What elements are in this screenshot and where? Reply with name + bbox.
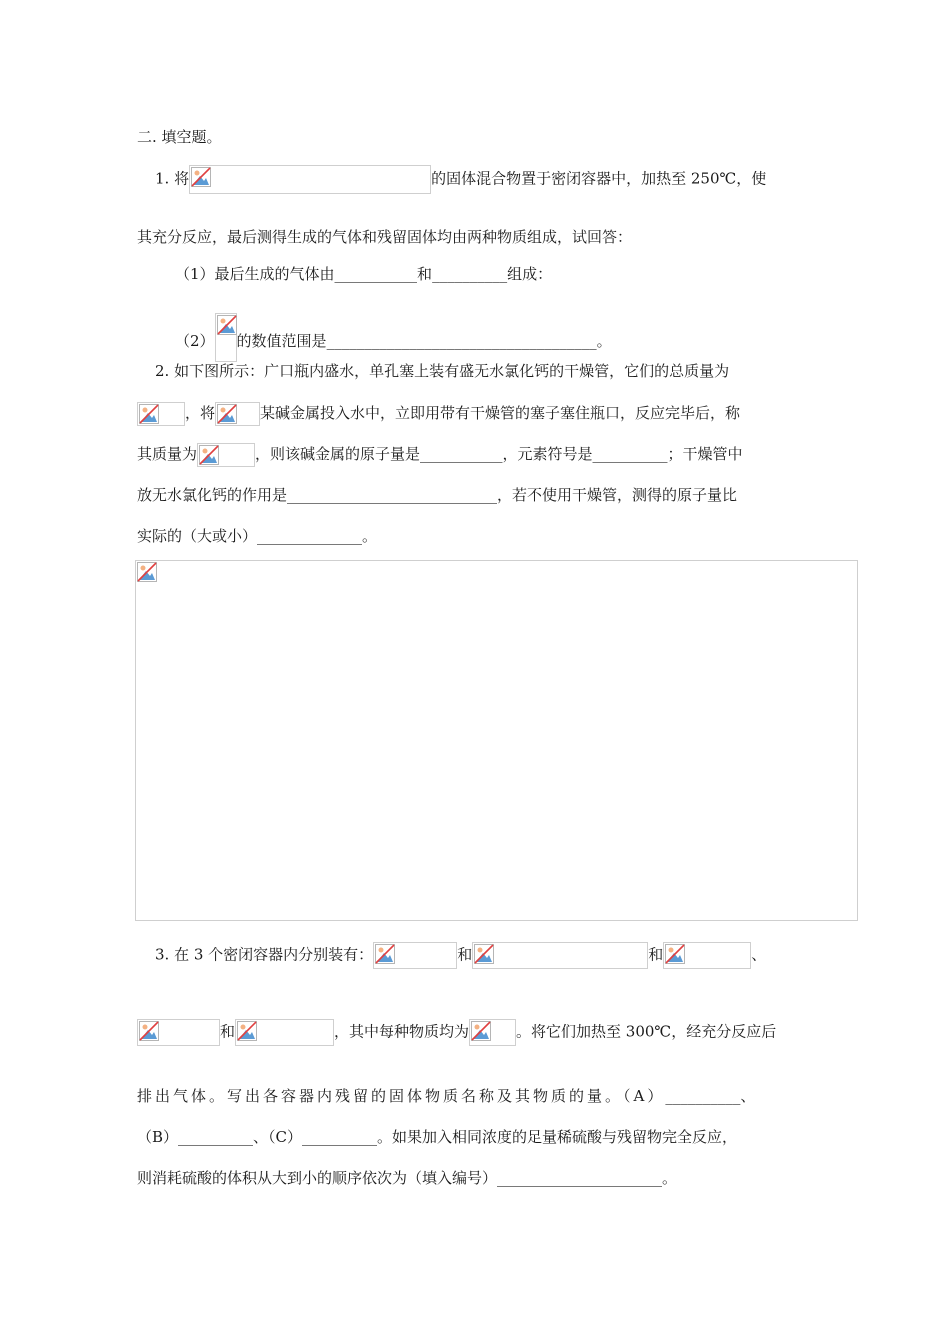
apparatus-figure — [135, 560, 858, 921]
broken-image-icon — [217, 404, 237, 424]
broken-image-icon — [665, 944, 685, 964]
broken-image-icon — [191, 167, 211, 187]
broken-image-icon — [375, 944, 395, 964]
q3-line-4: （B）__________、（C）__________。如果加入相同浓度的足量稀硫酸与残留物完全反应， — [137, 1128, 738, 1146]
answer-blank[interactable]: ___________ — [420, 445, 503, 463]
formula-image — [137, 402, 185, 426]
broken-image-icon — [471, 1021, 491, 1041]
q1-sub-1: （1）最后生成的气体由___________和__________组成： — [175, 265, 553, 283]
q3-line-3: 排出气体。写出各容器内残留的固体物质名称及其物质的量。（A）__________、 — [137, 1087, 756, 1105]
q2-line-4: 放无水氯化钙的作用是____________________________，若不使用干燥管，测得的原子量比 — [137, 486, 738, 504]
answer-blank[interactable]: ______________________ — [497, 1169, 663, 1187]
broken-image-icon — [139, 1021, 159, 1041]
section-title: 二. 填空题。 — [137, 128, 222, 146]
formula-image — [189, 165, 431, 194]
q2-line-2: ，将 某碱金属投入水中，立即用带有干燥管的塞子塞住瓶口，反应完毕后，称 — [137, 402, 740, 426]
broken-image-icon — [199, 445, 219, 465]
broken-image-icon — [139, 404, 159, 424]
q1-sub-2: （2） 的数值范围是____________________________________。 — [175, 313, 612, 362]
broken-image-icon — [217, 315, 237, 335]
q2-line-3: 其质量为 ，则该碱金属的原子量是___________，元素符号是__________；干燥管中 — [137, 443, 743, 467]
formula-image — [235, 1019, 334, 1046]
formula-image — [215, 313, 237, 362]
q3-line-2: 和 ，其中每种物质均为 。将它们加热至 300℃，经充分反应后 — [137, 1019, 776, 1046]
q3-line-5: 则消耗硫酸的体积从大到小的顺序依次为（填入编号）______________________。 — [137, 1169, 678, 1187]
q1-line-2: 其充分反应，最后测得生成的气体和残留固体均由两种物质组成，试回答： — [137, 228, 633, 246]
answer-blank[interactable]: ____________________________ — [287, 486, 498, 504]
q3-line-1: 3. 在 3 个密闭容器内分别装有： 和 和 、 — [155, 942, 766, 969]
answer-blank[interactable]: __________ — [302, 1128, 378, 1146]
formula-image — [663, 942, 751, 969]
answer-blank[interactable]: __________ — [432, 265, 508, 283]
answer-blank[interactable]: __________ — [665, 1087, 741, 1105]
q3-number: 3. — [155, 945, 170, 964]
answer-blank[interactable]: __________ — [592, 445, 668, 463]
broken-image-icon — [474, 944, 494, 964]
formula-image — [373, 942, 457, 969]
broken-image-icon — [137, 562, 157, 582]
q2-line-1: 2. 如下图所示：广口瓶内盛水，单孔塞上装有盛无水氯化钙的干燥管，它们的总质量为 — [155, 362, 730, 380]
q1-number: 1. — [155, 169, 170, 188]
answer-blank[interactable]: __________ — [178, 1128, 254, 1146]
formula-image — [197, 443, 255, 467]
formula-image — [215, 402, 260, 426]
broken-image-icon — [237, 1021, 257, 1041]
formula-image — [469, 1019, 516, 1046]
answer-blank[interactable]: ______________ — [257, 527, 363, 545]
answer-blank[interactable]: ___________ — [334, 265, 418, 283]
q2-number: 2. — [155, 362, 170, 380]
q1-line-1: 1. 将 的固体混合物置于密闭容器中，加热至 250℃，使 — [155, 165, 766, 194]
formula-image — [472, 942, 648, 969]
answer-blank[interactable]: ____________________________________ — [326, 332, 597, 350]
formula-image — [137, 1019, 220, 1046]
q2-line-5: 实际的（大或小）______________。 — [137, 527, 378, 545]
